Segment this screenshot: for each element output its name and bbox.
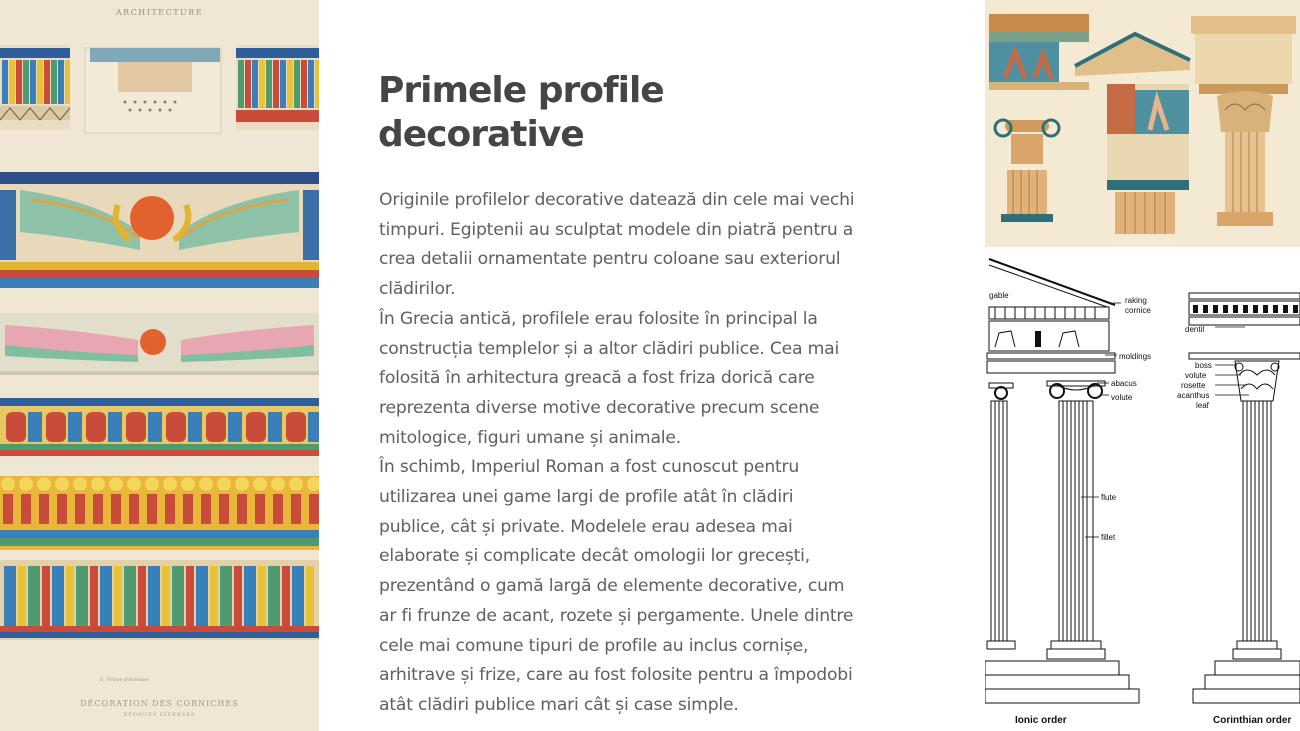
label-volute: volute: [1111, 393, 1133, 402]
body-line: atât clădiri publice mari cât și case simple.: [379, 694, 739, 715]
label-dentil: dentil: [1185, 325, 1205, 334]
body-line: mitologice, figuri umane și animale.: [379, 427, 682, 448]
body-line: cele mai comune tipuri de profile au inclus cornișe,: [379, 635, 809, 656]
plate-signature: E. Prisse d'Avennes: [100, 677, 150, 683]
body-line: ar fi frunze de acant, rozete și pergamente. Unele dintre: [379, 605, 854, 626]
body-line: construcția templelor și a altor clădiri publice. Cea mai: [379, 338, 840, 359]
label-moldings: moldings: [1119, 352, 1152, 361]
label-leaf: leaf: [1196, 401, 1209, 410]
slide-body: [379, 186, 939, 721]
orders-line-drawing: [985, 255, 1300, 731]
body-line: Originile profilelor decorative datează din cele mai vechi: [379, 190, 855, 210]
slide-title: [378, 69, 798, 157]
label-flute: flute: [1101, 493, 1117, 502]
body-line: În schimb, Imperiul Roman a fost cunoscut pentru: [379, 457, 800, 478]
body-line: reprezenta diverse motive decorative precum scene: [379, 397, 820, 418]
body-line: clădirilor.: [379, 279, 456, 300]
body-line: prezentând o gamă largă de elemente decorative, cum: [379, 576, 845, 597]
body-line: utilizarea unei game largi de profile atât în clădiri: [379, 487, 794, 508]
classical-orders-diagram: [985, 255, 1300, 731]
greek-orders-color-plate-image: [985, 0, 1300, 247]
label-acanthus: acanthus: [1177, 391, 1210, 400]
body-line: crea detalii ornamentate pentru coloane sau exteriorul: [379, 249, 841, 270]
body-line: timpuri. Egiptenii au sculptat modele din piatră pentru a: [379, 219, 854, 240]
plate-subcaption: ÉPOQUES DIVERSES: [123, 712, 196, 718]
body-line: publice, cât și private. Modelele erau adesea mai: [379, 516, 793, 537]
label-gable: gable: [989, 291, 1009, 300]
caption-ionic-order: Ionic order: [1015, 715, 1067, 726]
slide-title-line-1: Primele profile: [378, 70, 664, 111]
body-line: folosită în arhitectura greacă a fost friza dorică care: [379, 368, 815, 389]
label-cornice: cornice: [1125, 306, 1151, 315]
greek-orders-illustration: [985, 0, 1300, 247]
label-volute-right: volute: [1185, 371, 1207, 380]
label-raking: raking: [1125, 296, 1147, 305]
label-abacus: abacus: [1111, 379, 1137, 388]
label-rosette: rosette: [1181, 381, 1206, 390]
caption-corinthian-order: Corinthian order: [1213, 715, 1292, 726]
egyptian-cornice-plate-image: [0, 0, 319, 731]
label-fillet: fillet: [1101, 533, 1116, 542]
label-boss: boss: [1195, 361, 1212, 370]
plate-caption: DÉCORATION DES CORNICHES: [80, 699, 239, 708]
egyptian-cornice-illustration: [0, 0, 319, 731]
body-line: elaborate și complicate decât omologii lor grecești,: [379, 546, 811, 567]
slide-title-line-2: decorative: [378, 114, 584, 155]
body-line: În Grecia antică, profilele erau folosite în principal la: [379, 308, 818, 329]
body-line: arhitrave și frize, care au fost folosite pentru a împodobi: [379, 665, 853, 686]
plate-header: ARCHITECTURE: [115, 8, 204, 17]
